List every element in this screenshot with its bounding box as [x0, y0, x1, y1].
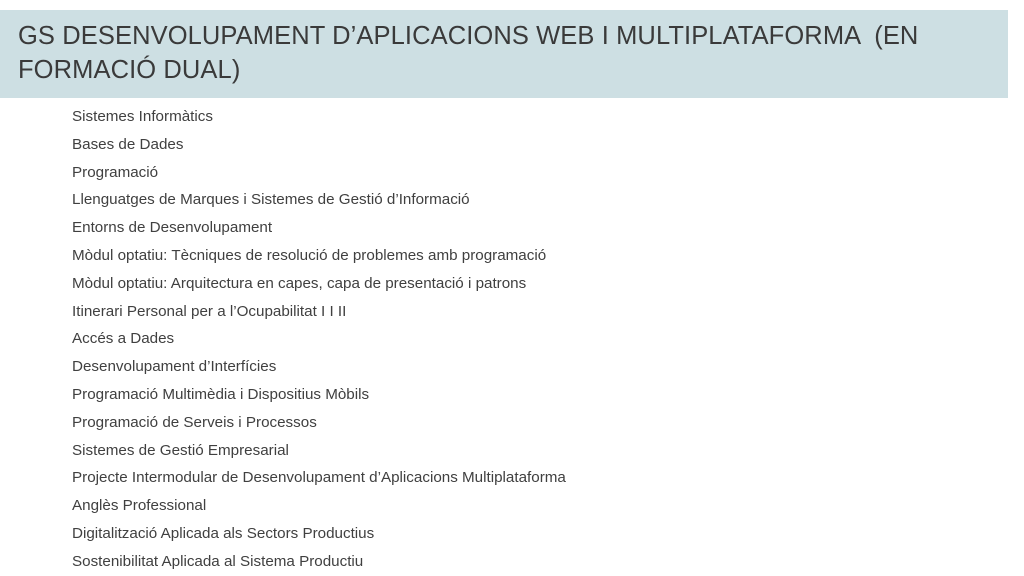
list-item: Itinerari Personal per a l’Ocupabilitat I I II — [72, 302, 347, 320]
list-item: Projecte Intermodular de Desenvolupament d’Aplicacions Multiplataforma — [72, 469, 566, 487]
page-title: GS DESENVOLUPAMENT D’APLICACIONS WEB I MULTIPLATAFORMA (EN FORMACIÓ DUAL) — [18, 22, 926, 84]
list-item: Desenvolupament d’Interfícies — [72, 358, 277, 376]
list-item: Sostenibilitat Aplicada al Sistema Productiu — [72, 552, 364, 570]
list-item: Anglès Professional — [72, 497, 207, 515]
list-item: Entorns de Desenvolupament — [72, 219, 273, 237]
list-item: Programació Multimèdia i Dispositius Mòbils — [72, 385, 370, 403]
slide-title-bar — [0, 10, 1008, 98]
list-item: Mòdul optatiu: Arquitectura en capes, capa de presentació i patrons — [72, 274, 527, 292]
list-item: Bases de Dades — [72, 135, 184, 153]
list-item: Programació de Serveis i Processos — [72, 413, 317, 431]
module-list — [72, 103, 972, 576]
list-item: Llenguatges de Marques i Sistemes de Gestió d’Informació — [72, 191, 470, 209]
list-item: Sistemes de Gestió Empresarial — [72, 441, 289, 459]
list-item: Accés a Dades — [72, 330, 175, 348]
list-item: Programació — [72, 163, 159, 181]
list-item: Mòdul optatiu: Tècniques de resolució de problemes amb programació — [72, 246, 547, 264]
list-item: Sistemes Informàtics — [72, 108, 213, 125]
list-item: Digitalització Aplicada als Sectors Productius — [72, 524, 375, 542]
